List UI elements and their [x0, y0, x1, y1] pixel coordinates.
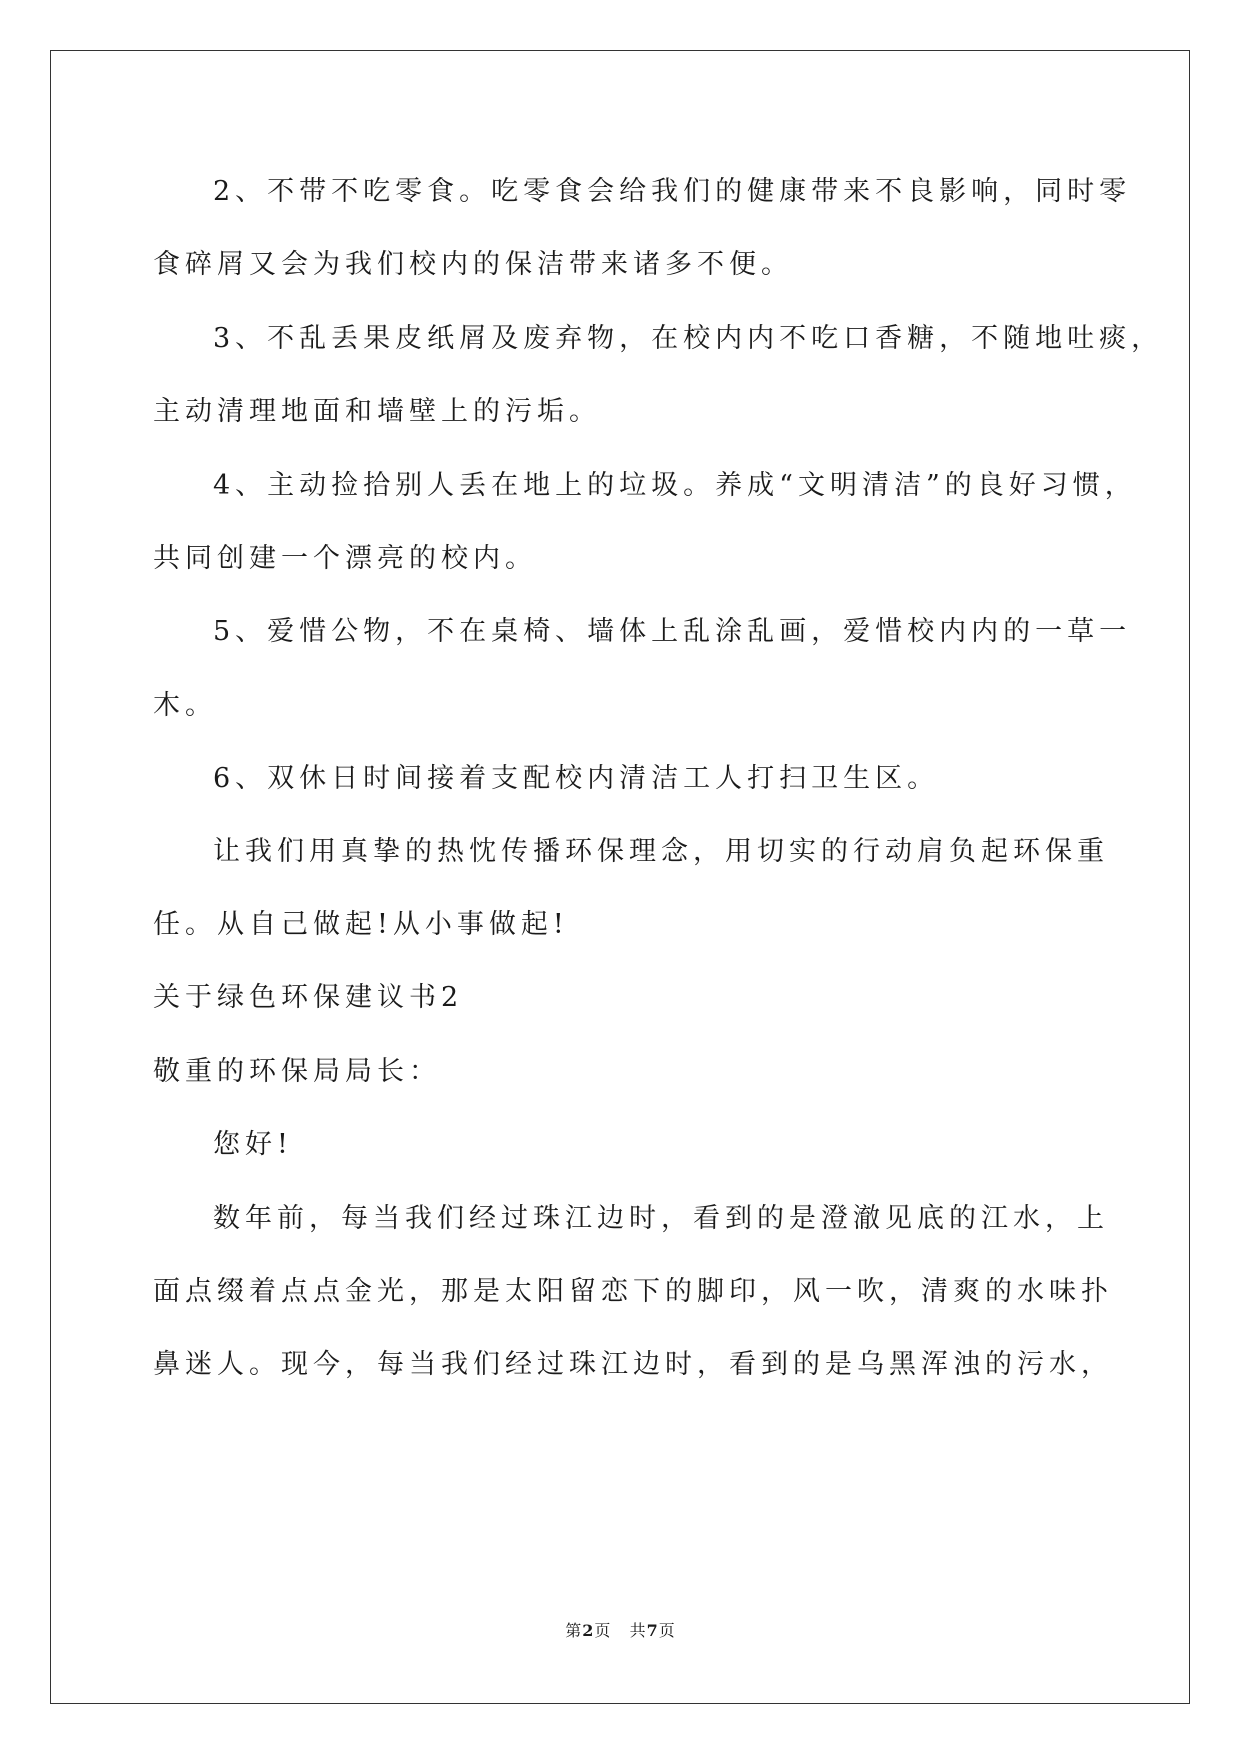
paragraph-line: 4、主动捡拾别人丢在地上的垃圾。养成“文明清洁”的良好习惯， — [213, 470, 1137, 501]
paragraph-line: 食碎屑又会为我们校内的保洁带来诸多不便。 — [153, 249, 793, 280]
page-border — [50, 50, 1190, 1704]
footer-page-prefix: 第 — [565, 1621, 583, 1640]
paragraph-line: 主动清理地面和墙壁上的污垢。 — [153, 396, 601, 427]
paragraph-line: 共同创建一个漂亮的校内。 — [153, 543, 537, 574]
section-title: 关于绿色环保建议书2 — [153, 982, 464, 1013]
paragraph-line: 数年前，每当我们经过珠江边时，看到的是澄澈见底的江水，上 — [213, 1203, 1109, 1234]
paragraph-line: 6、双休日时间接着支配校内清洁工人打扫卫生区。 — [213, 763, 940, 794]
page-footer — [0, 1618, 1241, 1641]
paragraph-line: 5、爱惜公物，不在桌椅、墙体上乱涂乱画，爱惜校内内的一草一 — [213, 616, 1132, 647]
footer-page-mid: 页 共 — [594, 1621, 647, 1640]
greeting: 您好! — [213, 1129, 293, 1160]
paragraph-line: 面点缀着点点金光，那是太阳留恋下的脚印，风一吹，清爽的水味扑 — [153, 1276, 1113, 1307]
paragraph-line: 让我们用真挚的热忱传播环保理念，用切实的行动肩负起环保重 — [213, 836, 1109, 867]
footer-total-pages: 7 — [646, 1621, 659, 1640]
paragraph-line: 2、不带不吃零食。吃零食会给我们的健康带来不良影响，同时零 — [213, 176, 1132, 207]
paragraph-line: 任。从自己做起!从小事做起! — [153, 909, 569, 940]
paragraph-line: 3、不乱丢果皮纸屑及废弃物，在校内内不吃口香糖，不随地吐痰， — [213, 323, 1164, 354]
paragraph-line: 木。 — [153, 690, 217, 721]
footer-current-page: 2 — [582, 1621, 595, 1640]
paragraph-line: 鼻迷人。现今，每当我们经过珠江边时，看到的是乌黑浑浊的污水， — [153, 1349, 1113, 1380]
footer-page-suffix: 页 — [658, 1621, 676, 1640]
salutation: 敬重的环保局局长： — [153, 1056, 441, 1087]
